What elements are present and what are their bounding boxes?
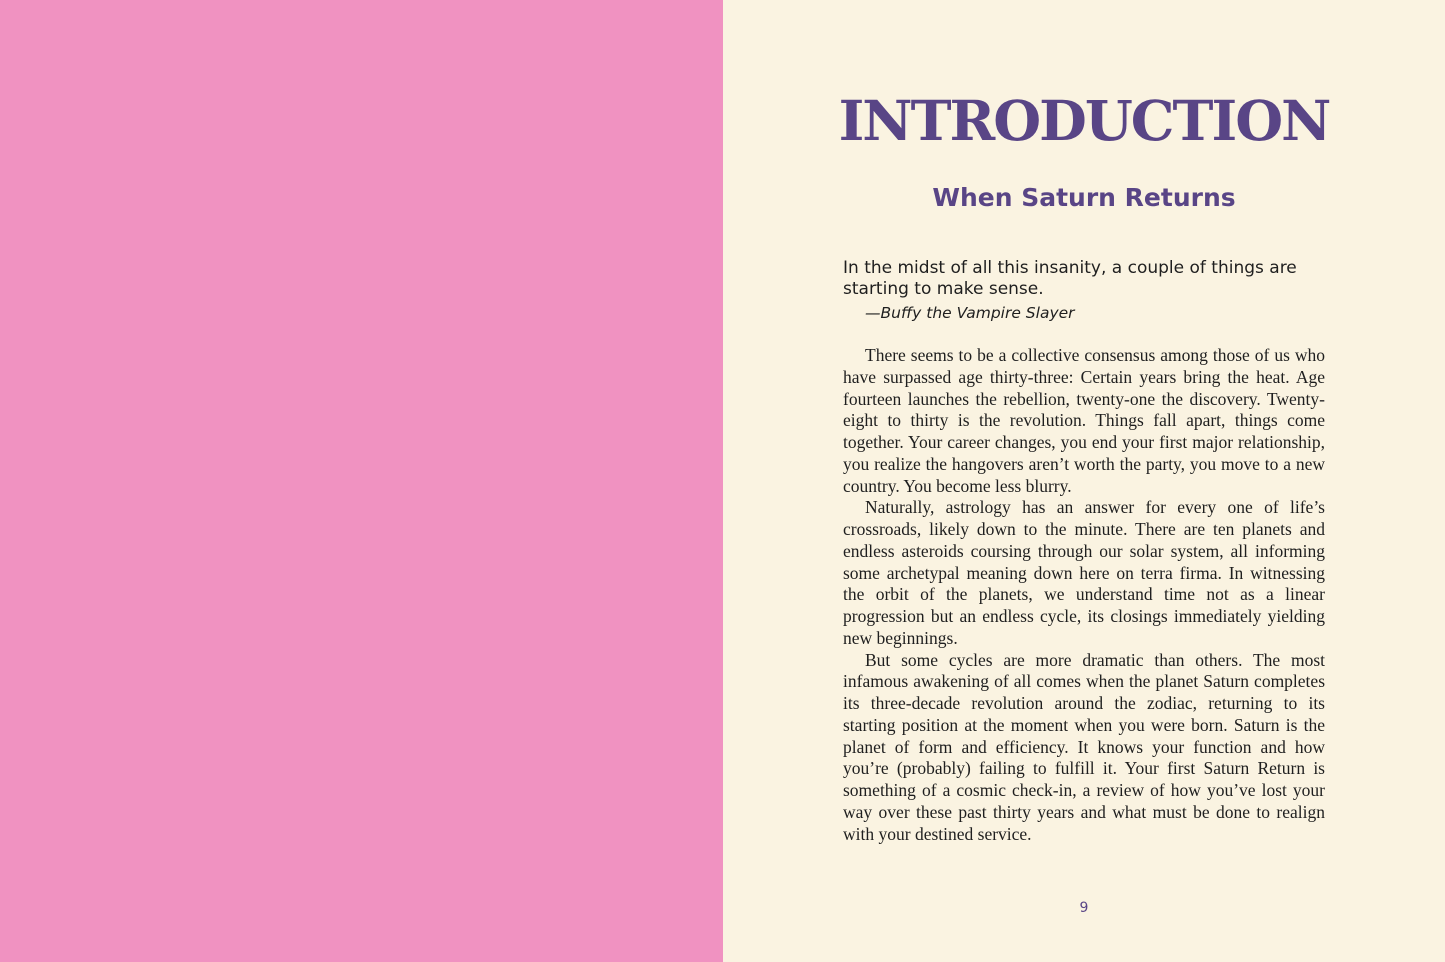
epigraph-quote: In the midst of all this insanity, a couple of things are starting to make sense. bbox=[843, 258, 1297, 299]
body-paragraph: Naturally, astrology has an answer for every one of life’s crossroads, likely down to the minute. There are ten planets and endless asteroids coursing through our solar system, all informing some archetypal meaning down here on terra firma. In witnessing the orbit of the planets, we understand time not as a linear progression but an endless cycle, its closings immediately yielding new beginnings. bbox=[843, 497, 1325, 648]
right-page bbox=[723, 0, 1445, 962]
body-paragraph: But some cycles are more dramatic than others. The most infamous awakening of all comes when the planet Saturn completes its three-decade revolution around the zodiac, returning to its starting position at the moment when you were born. Saturn is the planet of form and efficiency. It knows your function and how you’re (probably) failing to fulfill it. Your first Saturn Return is something of a cosmic check-in, a review of how you’ve lost your way over these past thirty years and what must be done to realign with your destined service. bbox=[843, 649, 1325, 844]
page-title: INTRODUCTION bbox=[838, 88, 1330, 153]
page-number: 9 bbox=[1079, 900, 1089, 916]
body-paragraph: There seems to be a collective consensus among those of us who have surpassed age thirty-three: Certain years bring the heat. Age fourteen launches the rebellion, twenty-one the discovery. Twenty-eight to thirty is the revolution. Things fall apart, things come together. Your career changes, you end your first major relationship, you realize the hangovers aren’t worth the party, you move to a new country. You become less blurry. bbox=[843, 345, 1325, 496]
body-text bbox=[843, 345, 1325, 845]
page-subtitle: When Saturn Returns bbox=[932, 183, 1236, 212]
epigraph-source: —Buffy the Vampire Slayer bbox=[865, 304, 1075, 322]
